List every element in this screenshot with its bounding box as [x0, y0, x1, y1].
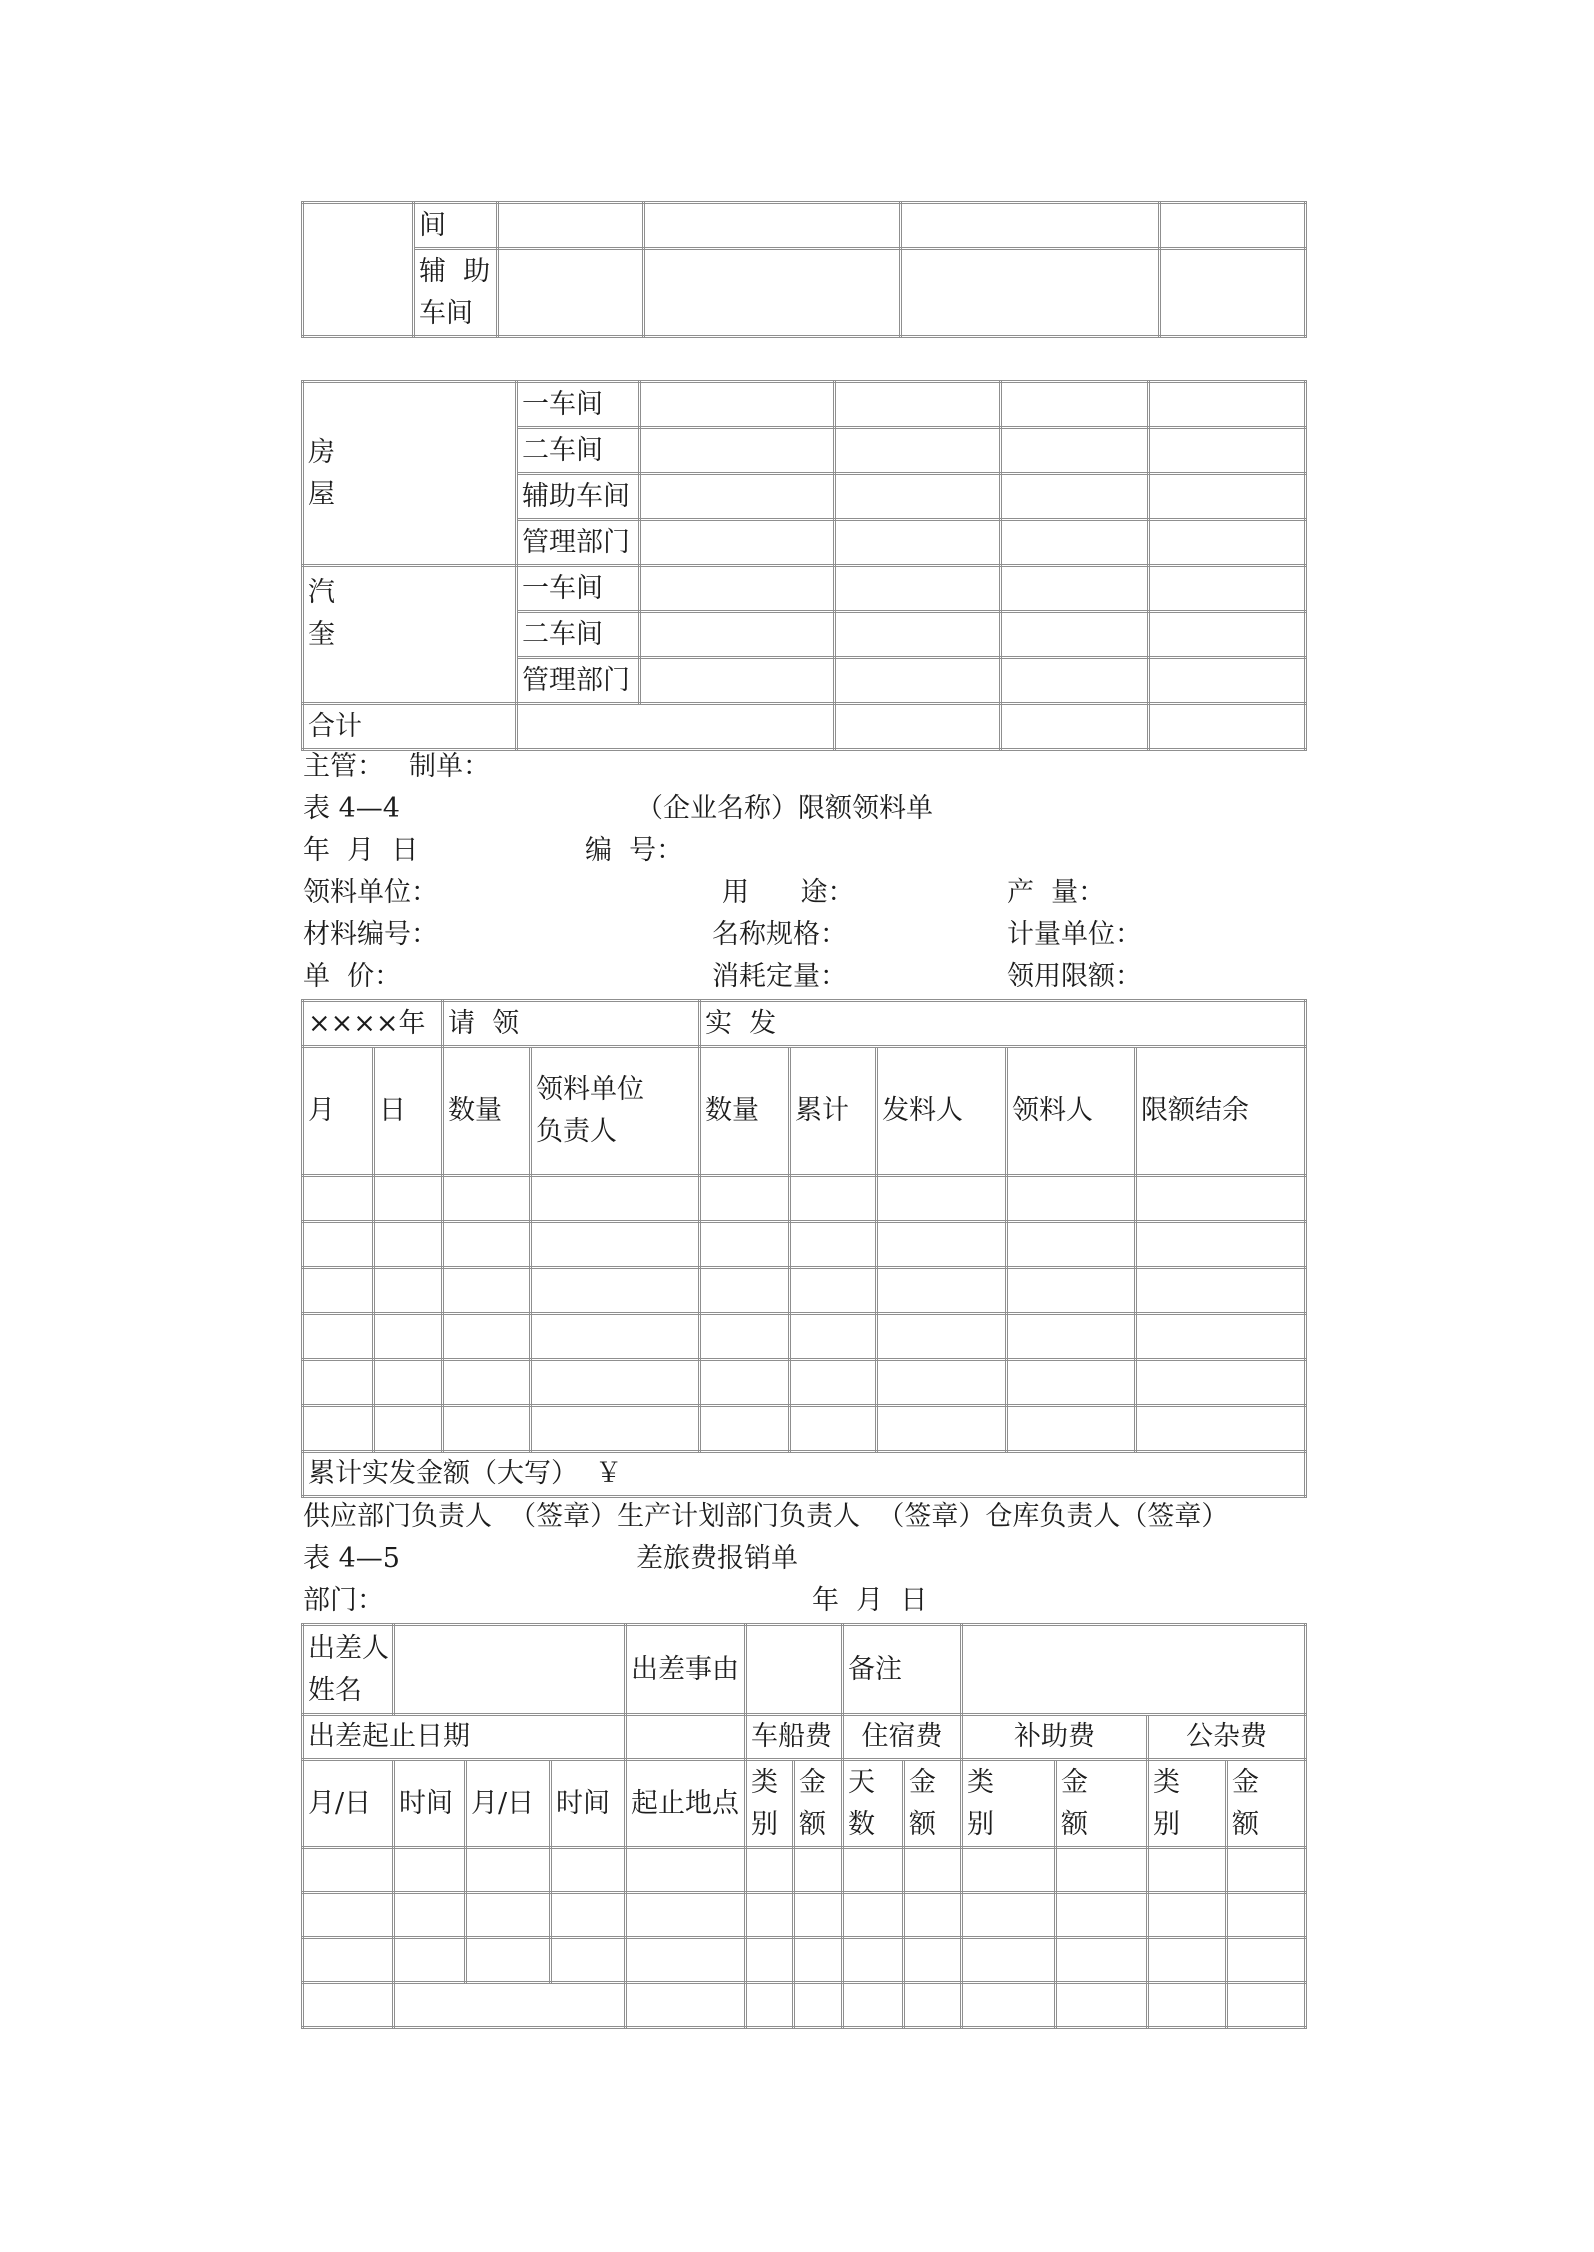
lodging-days-header — [843, 1760, 904, 1848]
misc-amount-header — [1227, 1760, 1306, 1848]
blank-cell — [394, 1893, 466, 1938]
issuer-header: 发料人 — [877, 1047, 1007, 1176]
total-label: 合计 — [303, 704, 517, 750]
label-line: 房 — [308, 436, 335, 468]
blank-cell — [303, 1848, 394, 1893]
issued-header: 实 发 — [700, 1001, 1306, 1047]
header-line: 出差人 — [308, 1632, 389, 1664]
blank-cell — [835, 704, 1001, 750]
form-title: （企业名称）限额领料单 — [636, 793, 933, 824]
blank-cell — [498, 203, 644, 249]
blank-cell — [1001, 382, 1149, 428]
blank-cell — [1136, 1314, 1306, 1360]
blank-cell — [746, 1848, 794, 1893]
blank-cell — [1149, 474, 1306, 520]
blank-cell — [835, 566, 1001, 612]
blank-cell — [877, 1222, 1007, 1268]
table-number: 表 4—4 — [303, 793, 400, 824]
blank-cell — [794, 1848, 843, 1893]
blank-cell — [843, 1983, 904, 2028]
blank-cell — [835, 520, 1001, 566]
blank-cell — [531, 1268, 700, 1314]
blank-cell — [644, 203, 901, 249]
travel-expense-table — [301, 1623, 1307, 2029]
blank-cell — [901, 249, 1160, 337]
traveler-name-header — [303, 1625, 394, 1715]
blank-cell — [1001, 566, 1149, 612]
header-row — [303, 1715, 1306, 1760]
item-label: 二车间 — [517, 612, 640, 658]
table-row — [303, 1938, 1306, 1983]
table-row — [303, 566, 1306, 612]
blank-cell — [904, 1983, 962, 2028]
total-row — [303, 704, 1306, 750]
blank-cell — [531, 1222, 700, 1268]
label-line: 车间 — [419, 297, 473, 329]
blank-cell — [626, 1983, 746, 2028]
header-line: 金 — [1061, 1766, 1089, 1798]
blank-cell — [303, 1893, 394, 1938]
blank-cell — [1056, 1893, 1148, 1938]
blank-cell — [531, 1360, 700, 1406]
header-line: 额 — [909, 1808, 937, 1840]
header-line: 额 — [799, 1808, 827, 1840]
lodging-fee-header: 住宿费 — [843, 1715, 962, 1760]
blank-cell — [531, 1176, 700, 1222]
blank-cell — [843, 1938, 904, 1983]
blank-cell — [374, 1360, 443, 1406]
blank-cell — [1227, 1983, 1306, 2028]
blank-cell — [700, 1268, 790, 1314]
header-line: 别 — [751, 1808, 779, 1840]
form-title: 差旅费报销单 — [636, 1543, 798, 1574]
issued-qty-header: 数量 — [700, 1047, 790, 1176]
blank-cell — [394, 1848, 466, 1893]
blank-cell — [877, 1406, 1007, 1452]
request-qty-header: 数量 — [443, 1047, 531, 1176]
start-month-day-header: 月/日 — [303, 1760, 394, 1848]
blank-cell — [1007, 1222, 1136, 1268]
total-row — [303, 1452, 1306, 1497]
blank-cell — [443, 1176, 531, 1222]
table-number: 表 4—5 — [303, 1543, 400, 1574]
blank-cell — [498, 249, 644, 337]
blank-cell — [1007, 1360, 1136, 1406]
header-line: 负责人 — [536, 1116, 617, 1147]
blank-cell — [531, 1406, 700, 1452]
blank-cell — [904, 1893, 962, 1938]
table-row — [303, 1848, 1306, 1893]
blank-cell — [374, 1176, 443, 1222]
blank-cell — [466, 1848, 551, 1893]
header-line: 领料单位 — [536, 1074, 644, 1105]
blank-cell — [443, 1268, 531, 1314]
label-line: 辅 助 — [419, 255, 491, 287]
blank-cell — [962, 1983, 1056, 2028]
blank-cell — [1148, 1848, 1227, 1893]
header-line: 天 — [848, 1766, 876, 1798]
item-label: 二车间 — [517, 428, 640, 474]
blank-cell — [1149, 612, 1306, 658]
usage-limit-label: 领用限额： — [1007, 961, 1142, 992]
lodging-amount-header — [904, 1760, 962, 1848]
table-row — [303, 203, 1306, 249]
blank-cell — [877, 1360, 1007, 1406]
blank-cell — [394, 1625, 626, 1715]
blank-cell — [1149, 658, 1306, 704]
header-line: 别 — [1153, 1808, 1181, 1840]
start-time-header: 时间 — [394, 1760, 466, 1848]
transport-type-header — [746, 1760, 794, 1848]
blank-cell — [1007, 1314, 1136, 1360]
blank-cell — [626, 1715, 746, 1760]
purpose-label: 用 途： — [722, 877, 855, 908]
blank-cell — [374, 1268, 443, 1314]
request-person-header — [531, 1047, 700, 1176]
route-header: 起止地点 — [626, 1760, 746, 1848]
blank-cell — [790, 1268, 877, 1314]
blank-cell — [790, 1406, 877, 1452]
blank-cell — [1007, 1176, 1136, 1222]
subsidy-fee-header: 补助费 — [962, 1715, 1148, 1760]
table-row — [303, 1222, 1306, 1268]
blank-cell — [1148, 1893, 1227, 1938]
blank-cell — [374, 1222, 443, 1268]
name-spec-label: 名称规格： — [712, 919, 847, 950]
category-cell — [303, 203, 414, 337]
subsidy-type-header — [962, 1760, 1056, 1848]
table-row — [303, 382, 1306, 428]
table-row — [303, 249, 1306, 337]
depreciation-table — [301, 380, 1307, 751]
label-line: 汽 — [308, 577, 335, 608]
blank-cell — [700, 1406, 790, 1452]
blank-cell — [746, 1938, 794, 1983]
header-line: 金 — [799, 1766, 827, 1798]
blank-cell — [1149, 428, 1306, 474]
limit-requisition-table — [301, 999, 1307, 1498]
blank-cell — [790, 1360, 877, 1406]
header-row — [303, 1001, 1306, 1047]
blank-cell — [1056, 1938, 1148, 1983]
consumption-quota-label: 消耗定量： — [712, 961, 847, 992]
table-row — [303, 1268, 1306, 1314]
blank-cell — [835, 474, 1001, 520]
blank-cell — [904, 1938, 962, 1983]
blank-cell — [700, 1360, 790, 1406]
measure-unit-label: 计量单位： — [1007, 919, 1142, 950]
limit-balance-header: 限额结余 — [1136, 1047, 1306, 1176]
blank-cell — [1001, 428, 1149, 474]
blank-cell — [640, 474, 835, 520]
output-label: 产 量： — [1007, 877, 1106, 908]
label-line: 奎 — [308, 619, 335, 650]
blank-cell — [644, 249, 901, 337]
header-line: 金 — [909, 1766, 937, 1798]
header-line: 金 — [1232, 1766, 1260, 1798]
remarks-header: 备注 — [843, 1625, 962, 1715]
blank-cell — [1001, 474, 1149, 520]
blank-cell — [443, 1406, 531, 1452]
blank-cell — [394, 1938, 466, 1983]
blank-cell — [1056, 1983, 1148, 2028]
blank-cell — [640, 658, 835, 704]
item-label: 辅助车间 — [517, 474, 640, 520]
blank-cell — [877, 1314, 1007, 1360]
blank-cell — [551, 1848, 626, 1893]
blank-cell — [1001, 658, 1149, 704]
blank-cell — [374, 1406, 443, 1452]
blank-cell — [626, 1938, 746, 1983]
blank-cell — [835, 658, 1001, 704]
blank-cell — [843, 1893, 904, 1938]
blank-cell — [466, 1938, 551, 1983]
blank-cell — [1160, 203, 1306, 249]
blank-cell — [835, 428, 1001, 474]
end-month-day-header: 月/日 — [466, 1760, 551, 1848]
blank-cell — [466, 1893, 551, 1938]
workshop-table-fragment — [301, 201, 1307, 338]
blank-cell — [443, 1222, 531, 1268]
blank-cell — [700, 1222, 790, 1268]
misc-type-header — [1148, 1760, 1227, 1848]
blank-cell — [640, 566, 835, 612]
blank-cell — [1136, 1176, 1306, 1222]
blank-cell — [1227, 1893, 1306, 1938]
header-line: 额 — [1232, 1808, 1260, 1840]
blank-cell — [1148, 1938, 1227, 1983]
item-label: 管理部门 — [517, 520, 640, 566]
blank-cell — [303, 1983, 394, 2028]
group-label-buildings — [303, 382, 517, 566]
blank-cell — [1007, 1268, 1136, 1314]
blank-cell — [901, 203, 1160, 249]
blank-cell — [1001, 612, 1149, 658]
blank-cell — [394, 1983, 626, 2028]
blank-cell — [303, 1222, 374, 1268]
requisition-unit-label: 领料单位： — [303, 877, 438, 908]
blank-cell — [374, 1314, 443, 1360]
blank-cell — [962, 1625, 1306, 1715]
blank-cell — [303, 1176, 374, 1222]
blank-cell — [962, 1848, 1056, 1893]
unit-price-label: 单 价： — [303, 961, 402, 992]
blank-cell — [640, 612, 835, 658]
blank-cell — [640, 428, 835, 474]
blank-cell — [517, 704, 835, 750]
label-line: 屋 — [308, 478, 335, 510]
blank-cell — [877, 1176, 1007, 1222]
date-label: 年 月 日 — [812, 1585, 928, 1616]
blank-cell — [303, 1938, 394, 1983]
blank-cell — [1148, 1983, 1227, 2028]
blank-cell — [790, 1176, 877, 1222]
item-label: 一车间 — [517, 382, 640, 428]
year-header: ××××年 — [303, 1001, 443, 1047]
item-label: 管理部门 — [517, 658, 640, 704]
blank-cell — [1149, 566, 1306, 612]
blank-cell — [1149, 520, 1306, 566]
table-row — [303, 1176, 1306, 1222]
header-row — [303, 1047, 1306, 1176]
request-header: 请 领 — [443, 1001, 700, 1047]
preparer-label: 制单： — [409, 751, 490, 782]
transport-fee-header: 车船费 — [746, 1715, 843, 1760]
blank-cell — [904, 1848, 962, 1893]
row-label-workshop: 间 — [414, 203, 498, 249]
blank-cell — [794, 1893, 843, 1938]
header-line: 额 — [1061, 1808, 1089, 1840]
blank-cell — [1056, 1848, 1148, 1893]
material-code-label: 材料编号： — [303, 919, 438, 950]
misc-fee-header: 公杂费 — [1148, 1715, 1306, 1760]
end-time-header: 时间 — [551, 1760, 626, 1848]
reason-header: 出差事由 — [626, 1625, 746, 1715]
blank-cell — [626, 1893, 746, 1938]
blank-cell — [1007, 1406, 1136, 1452]
header-line: 类 — [751, 1766, 779, 1798]
blank-cell — [303, 1360, 374, 1406]
header-row — [303, 1625, 1306, 1715]
header-line: 类 — [967, 1766, 995, 1798]
blank-cell — [303, 1314, 374, 1360]
date-label: 年 月 日 — [303, 835, 419, 866]
table-row — [303, 1360, 1306, 1406]
blank-cell — [790, 1222, 877, 1268]
blank-cell — [1001, 520, 1149, 566]
blank-cell — [962, 1938, 1056, 1983]
blank-cell — [1136, 1360, 1306, 1406]
table-row — [303, 1314, 1306, 1360]
blank-cell — [1160, 249, 1306, 337]
header-row — [303, 1760, 1306, 1848]
header-line: 类 — [1153, 1766, 1181, 1798]
blank-cell — [551, 1938, 626, 1983]
receiver-header: 领料人 — [1007, 1047, 1136, 1176]
blank-cell — [1136, 1222, 1306, 1268]
table-row — [303, 1983, 1306, 2028]
blank-cell — [640, 382, 835, 428]
blank-cell — [443, 1314, 531, 1360]
blank-cell — [626, 1848, 746, 1893]
blank-cell — [843, 1848, 904, 1893]
blank-cell — [962, 1893, 1056, 1938]
transport-amount-header — [794, 1760, 843, 1848]
blank-cell — [303, 1406, 374, 1452]
blank-cell — [1136, 1268, 1306, 1314]
blank-cell — [790, 1314, 877, 1360]
blank-cell — [551, 1893, 626, 1938]
item-label: 一车间 — [517, 566, 640, 612]
blank-cell — [746, 1983, 794, 2028]
cumulative-header: 累计 — [790, 1047, 877, 1176]
month-header: 月 — [303, 1047, 374, 1176]
day-header: 日 — [374, 1047, 443, 1176]
blank-cell — [1136, 1406, 1306, 1452]
blank-cell — [303, 1268, 374, 1314]
blank-cell — [746, 1625, 843, 1715]
blank-cell — [1227, 1848, 1306, 1893]
subsidy-amount-header — [1056, 1760, 1148, 1848]
blank-cell — [877, 1268, 1007, 1314]
blank-cell — [1001, 704, 1149, 750]
blank-cell — [531, 1314, 700, 1360]
table-row — [303, 1406, 1306, 1452]
blank-cell — [443, 1360, 531, 1406]
header-line: 数 — [848, 1808, 876, 1840]
row-label-auxiliary-workshop — [414, 249, 498, 337]
department-label: 部门： — [303, 1585, 384, 1616]
date-range-header: 出差起止日期 — [303, 1715, 626, 1760]
table-row — [303, 1893, 1306, 1938]
blank-cell — [1149, 704, 1306, 750]
supervisor-label: 主管： — [303, 751, 384, 782]
blank-cell — [746, 1893, 794, 1938]
blank-cell — [700, 1176, 790, 1222]
blank-cell — [794, 1983, 843, 2028]
blank-cell — [794, 1938, 843, 1983]
blank-cell — [835, 382, 1001, 428]
approval-signatures: 供应部门负责人 （签章）生产计划部门负责人 （签章）仓库负责人（签章） — [303, 1501, 1229, 1532]
blank-cell — [1227, 1938, 1306, 1983]
blank-cell — [1149, 382, 1306, 428]
blank-cell — [835, 612, 1001, 658]
number-label: 编 号： — [585, 835, 684, 866]
header-line: 别 — [967, 1808, 995, 1840]
blank-cell — [640, 520, 835, 566]
total-issued-amount-label: 累计实发金额（大写） ￥ — [303, 1452, 1306, 1497]
group-label-vehicles — [303, 566, 517, 704]
blank-cell — [700, 1314, 790, 1360]
header-line: 姓名 — [308, 1674, 362, 1706]
